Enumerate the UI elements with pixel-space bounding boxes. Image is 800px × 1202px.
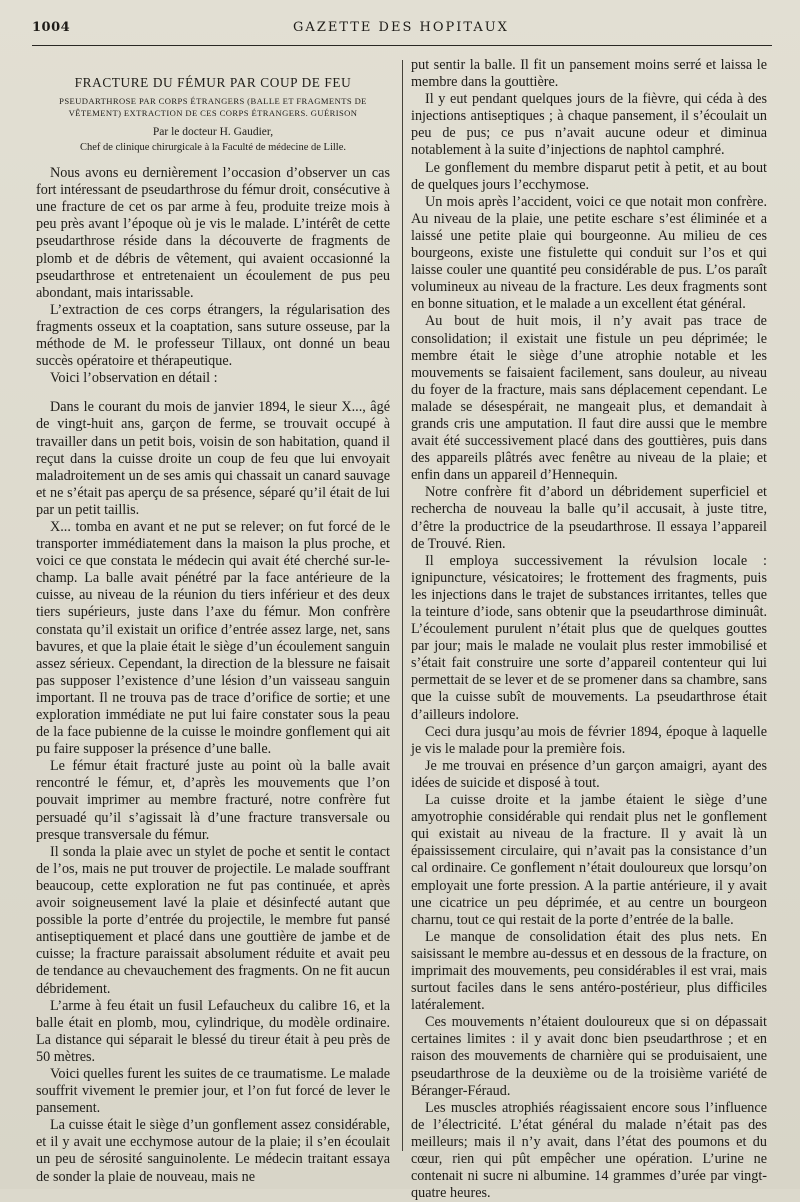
paragraph: Voici l’observation en détail : [50, 370, 218, 387]
paragraph: La cuisse était le siège d’un gonflement assez considérable, et il y avait une ecchymose autour de la plaie; il s’en écoulait un peu de sérosité sanguinolente. Le médecin traitant essaya de sonder la plaie de nouveau, mais ne [36, 1117, 390, 1185]
paragraph: L’arme à feu était un fusil Lefaucheux du calibre 16, et la balle était en plomb, mou, cylindrique, du modèle ordinaire. La distance qui séparait le blessé du tireur était à peu près de 50 mètres. [36, 997, 390, 1065]
header-rule [32, 45, 772, 46]
paragraph: Ces mouvements n’étaient douloureux que si on dépassait certaines limites : il y avait donc bien pseudarthrose ; et en raison des mouvements de charnière qui se produisaient, une pseudarthrose de la deuxième ou de la troisième variété de Béranger-Féraud. [411, 1014, 767, 1099]
paragraph: Le fémur était fracturé juste au point où la balle avait rencontré le fémur, et, d’après les mouvements que l’on pouvait imprimer au membre fracturé, notre confrère fut persuadé qu’il s’agissait là d’une fracture transversale ou presque transversale du fémur. [36, 758, 390, 843]
paragraph: Il y eut pendant quelques jours de la fièvre, qui céda à des injections antiseptiques ; à chaque pansement, il s’écoulait un peu de pus; ce pus n’avait aucune odeur et diminua notablement à la suite d’injections de naphtol camphré. [411, 91, 767, 159]
article-byline: Par le docteur H. Gaudier, [152, 126, 274, 139]
journal-title: GAZETTE DES HOPITAUX [293, 20, 509, 35]
article-title: FRACTURE DU FÉMUR PAR COUP DE FEU [74, 75, 352, 90]
paragraph: Ceci dura jusqu’au mois de février 1894, époque à laquelle je vis le malade pour la première fois. [411, 723, 767, 757]
paragraph: Le manque de consolidation était des plus nets. En saisissant le membre au-dessus et en dessous de la fracture, on imprimait des mouvements, peu considérables il est vrai, mais surtout faciles dans le sens antéro-postérieur, plus difficiles latéralement. [411, 928, 767, 1014]
left-column [36, 64, 390, 1186]
article-affiliation: Chef de clinique chirurgicale à la Faculté de médecine de Lille. [80, 142, 346, 154]
page-number: 1004 [32, 20, 71, 35]
article-subtitle: PSEUDARTHROSE PAR CORPS ÉTRANGERS (BALLE ET FRAGMENTS DE VÊTEMENT) EXTRACTION DE CES CORPS ÉTRANGERS. GUÉRISON [59, 96, 367, 119]
article-heading [36, 74, 390, 155]
paragraph: Les muscles atrophiés réagissaient encore sous l’influence de l’électricité. L’état général du malade n’était pas des meilleurs; mais il n’y avait, dans l’état des poumons et du cœur, rien qui pût empêcher une opération. L’urine ne contenait ni sucre ni albumine. 14 grammes d’urée par vingt-quatre heures. [411, 1099, 767, 1202]
paragraph: Il employa successivement la révulsion locale : ignipuncture, vésicatoires; le frottement des fragments, puis les injections dans le trajet de substances irritantes, telles que la teinture d’iode, sans obtenir que la pseudarthrose diminuât. L’écoulement purulent n’était plus que de quelques gouttes par jour; mais le malade ne voulait plus rester immobilisé et s’était fait construire une sorte d’appareil contenteur qui lui permettait de se lever et de se promener dans sa chambre, sans que la cuisse subît de mouvements. La pseudarthrose était d’ailleurs indolore. [411, 552, 767, 723]
paragraph: Voici quelles furent les suites de ce traumatisme. Le malade souffrit vivement le premier jour, et l’on fut forcé de lever le pansement. [36, 1065, 390, 1117]
paragraph: Je me trouvai en présence d’un garçon amaigri, ayant des idées de suicide et disposé à tout. [411, 757, 767, 791]
paragraph: La cuisse droite et la jambe étaient le siège d’une amyotrophie considérable qui rendait plus net le gonflement qui existait au niveau de la fracture. Il y avait là un épaississement circulaire, qui n’avait pas la consistance d’un cal ordinaire. Ce gonflement n’était douloureux que lorsqu’on employait une forte pression. A la partie antérieure, il y avait une cicatrice un peu déprimée, et au centre un bourgeon charnu, tout ce qui restait de la porte d’entrée de la balle. [411, 792, 767, 928]
column-divider [402, 60, 403, 1151]
paragraph: Au bout de huit mois, il n’y avait pas trace de consolidation; il existait une fistule un peu déprimée; le membre était le siège d’une atrophie notable et les mouvements se faisaient facilement, sans douleur, au niveau du foyer de la fracture, mais sans déplacement cependant. Le malade se désespérait, ne mangeait plus, et demandait à grands cris une amputation. Il faut dire aussi que le membre avait été successivement placé dans des gouttières, puis dans des appareils plâtrés avec fenêtre au niveau de la plaie; et enfin dans un appareil d’Hennequin. [411, 313, 767, 484]
paragraph: Notre confrère fit d’abord un débridement superficiel et rechercha de nouveau la balle qu’il accusait, à juste titre, d’être la productrice de la pseudarthrose. Il essaya l’appareil de Trouvé. Rien. [411, 484, 767, 552]
paragraph: X... tomba en avant et ne put se relever; on fut forcé de le transporter immédiatement dans la maison la plus proche, et voici ce que constata le médecin qui avait été cherché sur-le-champ. La balle avait pénétré par la face antérieure de la cuisse, au niveau de la réunion du tiers inférieur et des deux tiers supérieurs, juste dans l’axe du fémur. Mon confrère constata qu’il existait un orifice d’entrée assez large, net, sans bavures, et que la plaie était le siège d’un écoulement sanguin assez sérieux. Cependant, la direction de la blessure ne faisait pas supposer l’existence d’une lésion d’un vaisseau sanguin important. Il ne trouva pas de trace d’orifice de sortie; et une exploration immédiate ne put lui faire constater sous la peau de la face pubienne de la cuisse le moindre gonflement qui ait pu faire supposer la présence d’une balle. [36, 518, 390, 758]
paragraph: Nous avons eu dernièrement l’occasion d’observer un cas fort intéressant de pseudarthrose du fémur droit, consécutive à une fracture de cet os par arme à feu, produite treize mois à peu près avant l’époque où je vis le malade. L’intérêt de cette pseudarthrose réside dans la découverte de fragments de plomb et de débris de vêtement, qui avaient occasionné la pseudarthrose et entretenaient un écoulement de pus peu abondant, mais intarissable. [36, 165, 390, 301]
paragraph: Le gonflement du membre disparut petit à petit, et au bout de quelques jours l’ecchymose. [411, 159, 767, 193]
paragraph: Dans le courant du mois de janvier 1894, le sieur X..., âgé de vingt-huit ans, garçon de ferme, se trouvait occupé à travailler dans un petit bois, voisin de son habitation, quand il reçut dans la cuisse droite un coup de feu que lui envoyait maladroitement un de ses amis qui chassait un canard sauvage et ne s’était pas aperçu de sa présence, séparé qu’il était de lui par un petit taillis. [36, 399, 390, 518]
paragraph: put sentir la balle. Il fit un pansement moins serré et laissa le membre dans la gouttière. [411, 57, 767, 91]
paragraph: Il sonda la plaie avec un stylet de poche et sentit le contact de l’os, mais ne put trouver de projectile. Le malade souffrant beaucoup, cette exploration ne fut pas continuée, et après avoir soigneusement lavé la plaie et désinfecté autant que possible la porte d’entrée du projectile, le membre fut pansé antiseptiquement et placé dans une gouttière de jambe et de cuisse; la fracture paraissait absolument réduite et avait peu de tendance au chevauchement des fragments. On ne fit aucun débridement. [36, 843, 390, 997]
paragraph: L’extraction de ces corps étrangers, la régularisation des fragments osseux et la coaptation, sans suture osseuse, par la méthode de M. le professeur Tillaux, ont donné un beau succès opératoire et thérapeutique. [36, 301, 390, 370]
right-column [411, 57, 767, 1202]
running-head [32, 20, 770, 46]
paragraph: Un mois après l’accident, voici ce que notait mon confrère. Au niveau de la plaie, une petite eschare s’est éliminée et a laissé une petite plaie qui bourgeonne. Au milieu de ces bourgeons, existe une fistulette qui conduit sur l’os et qui laisse couler une quantité peu considérable de pus. L’os paraît volumineux au niveau de la fracture. Les deux fragments sont en bonne situation, et le malade a un excellent état général. [411, 193, 767, 313]
